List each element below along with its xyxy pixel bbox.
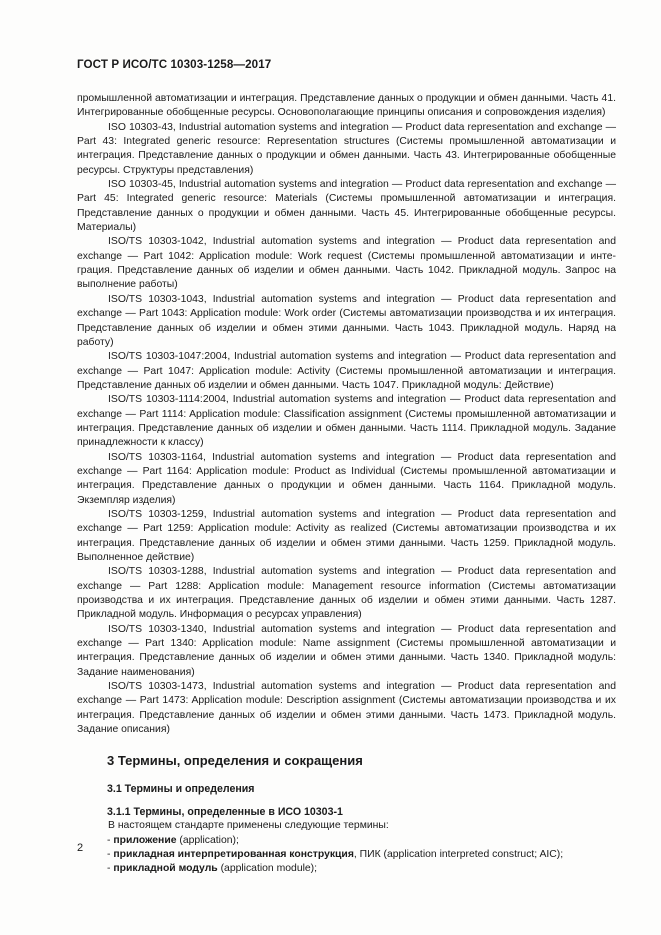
list-item: - прикладная интерпретированная конструкция, ПИК (application interpreted construct; AIC); [107,848,564,860]
paragraph: ISO 10303-43, Industrial automation systems and integration — Product data representation and exchange — Part 43: Integrated generic resource: Representation structures (Системы промышленной автоматизации и интеграция. Представление данных о продукции и обмен данными. Часть 43. Интегрированные обобщенные ресурсы. Структуры представления) [77,121,616,176]
document-header: ГОСТ Р ИСО/ТС 10303-1258—2017 [77,58,272,71]
term: прикладная интерпретированная конструкция [113,848,354,860]
paragraph: ISO/TS 10303-1047:2004, Industrial automation systems and integration — Product data representation and exchange — Part 1047: Application module: Activity (Системы промышленной автоматизации и интеграция. Представление данных об изделии и обмен данными. Часть 1047. Прикладной модуль: Действие) [77,351,616,391]
page-number: 2 [77,842,84,854]
paragraph: ISO/TS 10303-1340, Industrial automation systems and integration — Product data representation and exchange — Part 1340: Application module: Name assignment (Системы промышленной автоматизации и интеграция. Представление данных об изделии и обмен этими данными. Часть 1340. Прикладной модуль: Задание наименования) [77,623,616,678]
paragraph: ISO/TS 10303-1164, Industrial automation systems and integration — Product data representation and exchange — Part 1164: Application module: Product as Individual (Системы промышленной автоматизации и интеграция. Представление данных о продукции и обмен данными. Часть 1164. Прикладной модуль. Экземпляр изделия) [77,451,616,506]
paragraph: ISO/TS 10303-1259, Industrial automation systems and integration — Product data representation and exchange — Part 1259: Application module: Activity as realized (Системы автоматизации производства и их интеграция. Представление данных об изделии и обмен этими данными. Часть 1259. Прикладной модуль. Выполненное действие) [77,508,616,563]
list-item: - прикладной модуль (application module); [107,863,318,875]
paragraph: ISO/TS 10303-1288, Industrial automation systems and integration — Product data representation and exchange — Part 1288: Application module: Management resource information (Системы автоматизации производства и их интеграция. Представление данных об изделии и обмен этими данными. Часть 1287. Прикладной модуль. Информация о ресурсах управления) [77,566,616,621]
list-item: - приложение (application); [107,834,239,846]
terms-list [77,834,616,877]
term: приложение [113,834,177,846]
paragraph: ISO 10303-45, Industrial automation systems and integration — Product data representation and exchange — Part 45: Integrated generic resource: Materials (Системы промышленной автоматизации и интеграция. Представление данных о продукции и обмен данными. Часть 45. Интегрированные обобщенные ресурсы. Материалы) [77,179,616,234]
term: прикладной модуль [113,863,218,875]
paragraph: ISO/TS 10303-1043, Industrial automation systems and integration — Product data representation and exchange — Part 1043: Application module: Work order (Системы автоматизации производства и их интеграция. Представление данных об изделии и обмен этими данными. Часть 1043. Прикладной модуль. Наряд на работу) [77,293,616,348]
section-heading: 3 Термины, определения и сокращения [107,753,363,769]
subsection-heading: 3.1 Термины и определения [107,783,255,796]
document-body [77,92,616,877]
intro-text: В настоящем стандарте применены следующие термины: [108,820,389,832]
paragraph: ISO/TS 10303-1114:2004, Industrial automation systems and integration — Product data representation and exchange — Part 1114: Application module: Classification assignment (Системы промышленной автоматизации и интеграция. Представление данных об изделии и обмен данными. Часть 1114. Прикладной модуль. Задание принадлежности к классу) [77,394,616,449]
paragraph: ISO/TS 10303-1042, Industrial automation systems and integration — Product data representation and exchange — Part 1042: Application module: Work request (Системы промышленной автоматизации и интеграция. Представление данных об изделии и обмен данными. Часть 1042. Прикладной модуль. Запрос на выполнение работы) [77,236,616,291]
paragraph: ISO/TS 10303-1473, Industrial automation systems and integration — Product data representation and exchange — Part 1473: Application module: Description assignment (Системы автоматизации производства и их интеграция. Представление данных об изделии и обмен этими данными. Часть 1473. Прикладной модуль. Задание описания) [77,681,616,736]
subsubsection-heading: 3.1.1 Термины, определенные в ИСО 10303-1 [107,805,343,818]
paragraph: промышленной автоматизации и интеграция. Представление данных о продукции и обмен данными. Часть 41. Интегрированные обобщенные ресурсы. Основополагающие принципы описания и сопровождения изделия) [77,93,616,119]
